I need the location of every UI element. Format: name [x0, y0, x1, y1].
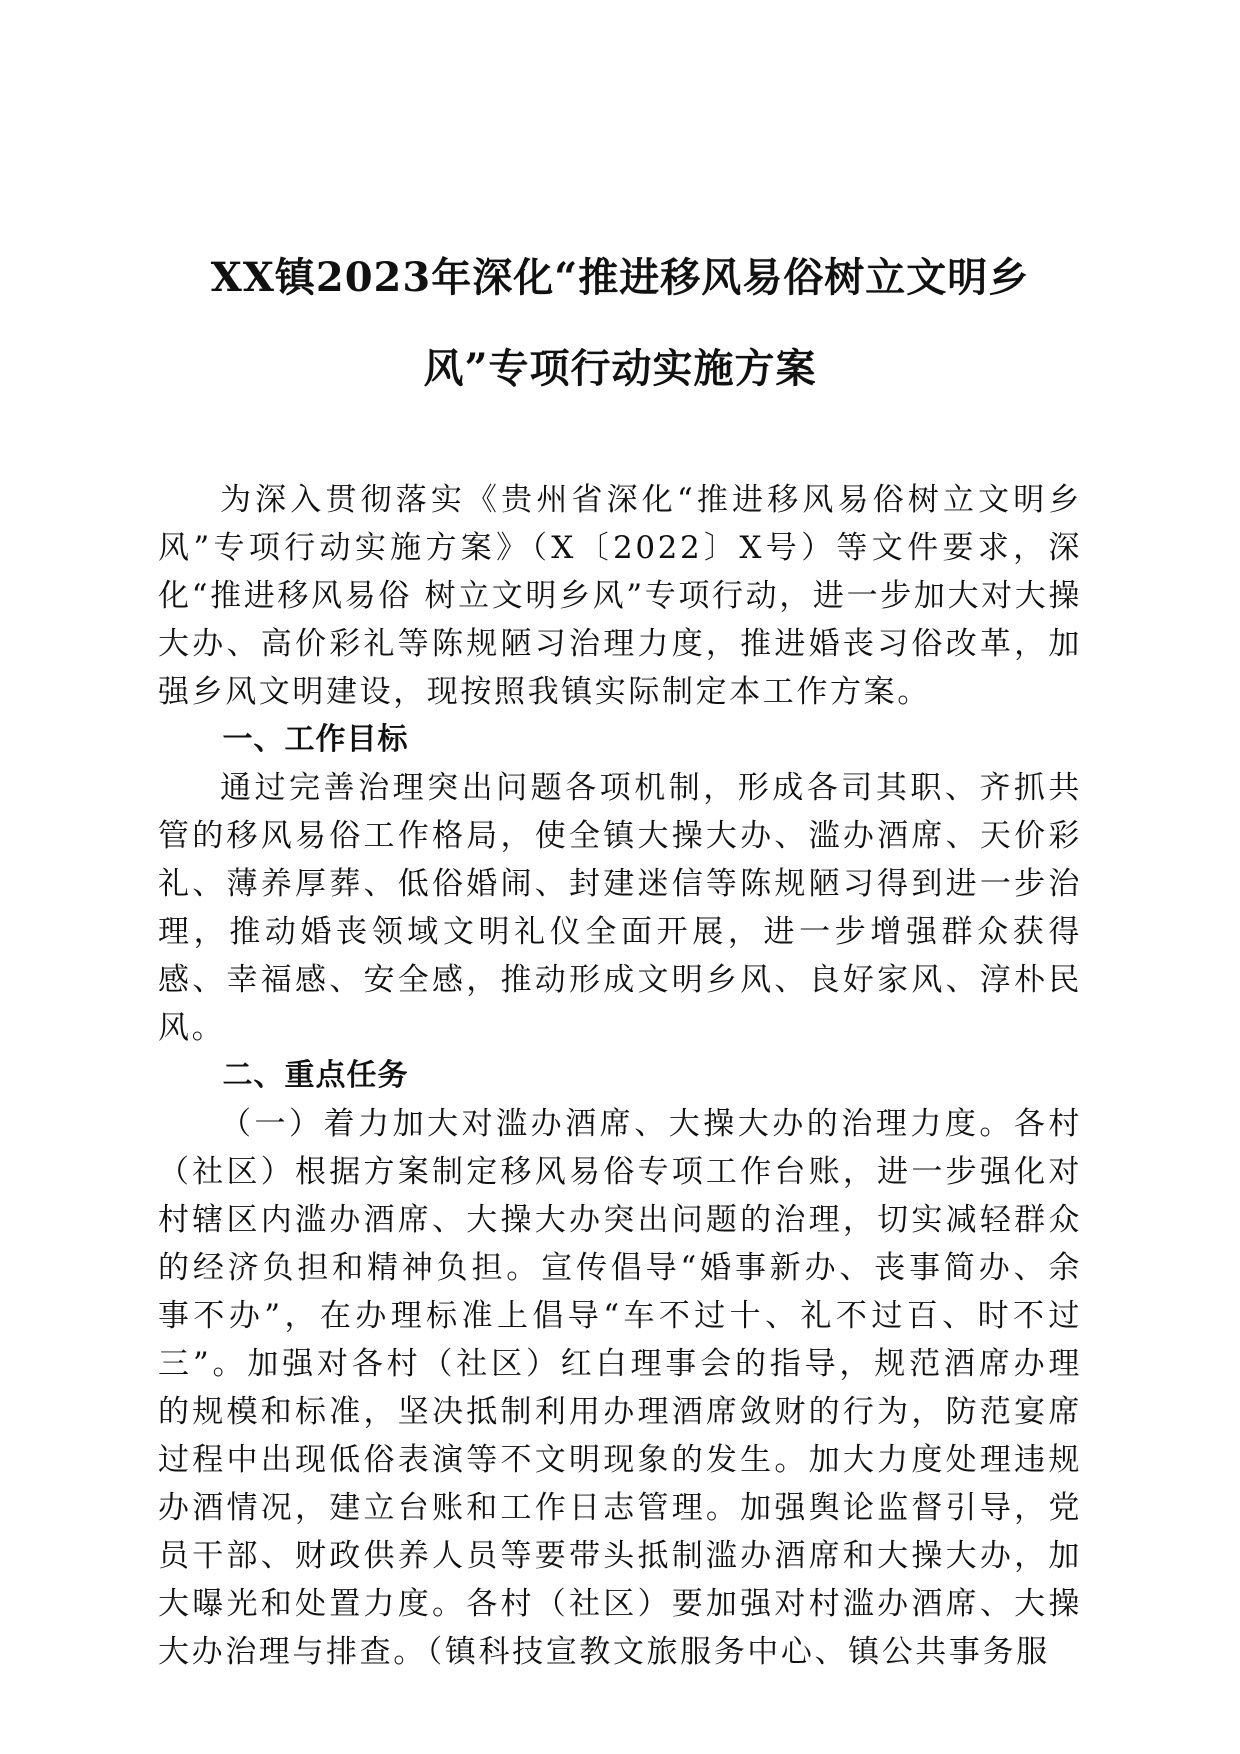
intro-paragraph: 为深入贯彻落实《贵州省深化“推进移风易俗树立文明乡风”专项行动实施方案》（X〔2022〕X号）等文件要求，深化“推进移风易俗 树立文明乡风”专项行动，进一步加大对大操大办、高价彩礼等陈规陋习治理力度，推进婚丧习俗改革，加强乡风文明建设，现按照我镇实际制定本工作方案。 [158, 482, 1082, 710]
title-line-2: 风”专项行动实施方案 [423, 345, 817, 392]
section-paragraph-goals: 通过完善治理突出问题各项机制，形成各司其职、齐抓共管的移风易俗工作格局，使全镇大操大办、滥办酒席、天价彩礼、薄养厚葬、低俗婚闹、封建迷信等陈规陋习得到进一步治理，推动婚丧领域文明礼仪全面开展，进一步增强群众获得感、幸福感、安全感，推动形成文明乡风、良好家风、淳朴民风。 [158, 770, 1082, 1046]
section-paragraph-tasks: （一）着力加大对滥办酒席、大操大办的治理力度。各村（社区）根据方案制定移风易俗专项工作台账，进一步强化对村辖区内滥办酒席、大操大办突出问题的治理，切实减轻群众的经济负担和精神负担。宣传倡导“婚事新办、丧事简办、余事不办”，在办理标准上倡导“车不过十、礼不过百、时不过三”。加强对各村（社区）红白理事会的指导，规范酒席办理的规模和标准，坚决抵制利用办理酒席敛财的行为，防范宴席过程中出现低俗表演等不文明现象的发生。加大力度处理违规办酒情况，建立台账和工作日志管理。加强舆论监督引导，党员干部、财政供养人员等要带头抵制滥办酒席和大操大办，加大曝光和处置力度。各村（社区）要加强对村滥办酒席、大操大办治理与排查。（镇科技宣教文旅服务中心、镇公共事务服 [158, 1106, 1082, 1670]
title-line-1: XX镇2023年深化“推进移风易俗树立文明乡 [210, 254, 1030, 301]
section-heading-tasks: 二、重点任务 [222, 1058, 409, 1093]
section-heading-goals: 一、工作目标 [222, 722, 409, 757]
document-title [158, 232, 1082, 414]
